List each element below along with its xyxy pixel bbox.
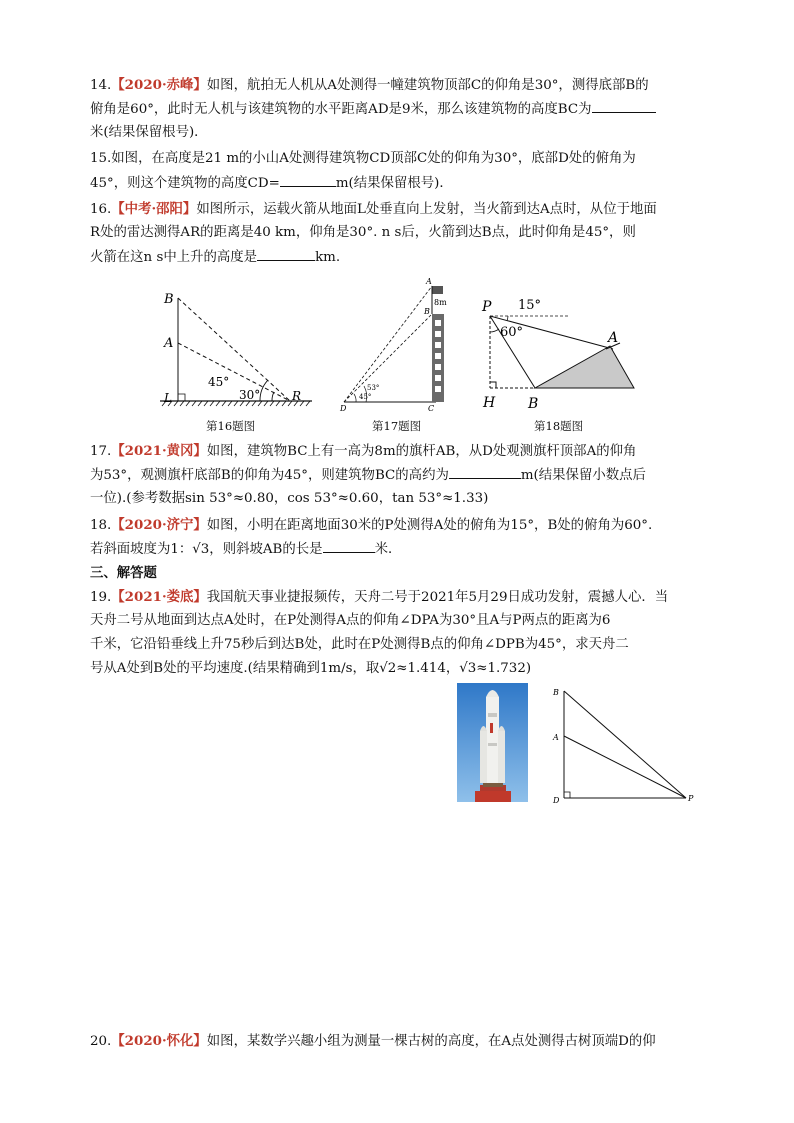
source-tag: 【2021·娄底】 <box>111 589 207 605</box>
fig18-label-H: H <box>483 395 496 411</box>
fig16-label-R: R <box>292 389 302 403</box>
answer-blank[interactable] <box>280 174 336 187</box>
fig17-label-D: D <box>340 404 347 413</box>
fig18-label-P: P <box>482 299 492 315</box>
q17-line-1: 17.【2021·黄冈】如图，建筑物BC上有一高为8m的旗杆AB，从D处观测旗杆顶部A的仰角 <box>90 443 637 459</box>
fig17-label-B: B <box>424 307 430 316</box>
fig19-label-D: D <box>553 796 560 805</box>
fig19-line-BP <box>564 691 686 798</box>
fig17-arc-45 <box>354 394 356 402</box>
fig17-window <box>435 320 441 326</box>
fig17-caption: 第17题图 <box>372 419 422 433</box>
fig18-slope <box>535 346 634 388</box>
fig16-ground-hatch <box>162 401 310 406</box>
answer-blank[interactable] <box>449 466 521 479</box>
source-tag: 【2020·赤峰】 <box>111 77 207 93</box>
fig16-angle-30: 30° <box>239 388 261 402</box>
source-tag: 【2021·黄冈】 <box>111 443 207 459</box>
fig18-caption: 第18题图 <box>534 419 584 433</box>
fig19-label-B: B <box>553 688 559 697</box>
q16-line-3: 火箭在这n s中上升的高度是 km. <box>90 250 341 265</box>
q18-line-1: 18.【2020·济宁】如图，小明在距离地面30米的P处测得A处的俯角为15°，B处的俯角为60°. <box>90 517 653 533</box>
fig16-right-angle <box>178 394 185 401</box>
q18-line-2: 若斜面坡度为1：√3，则斜坡AB的长是 米． <box>90 542 402 557</box>
answer-blank[interactable] <box>257 248 315 261</box>
q14-line-2: 俯角是60°，此时无人机与该建筑物的水平距离AD是9米，那么该建筑物的高度BC为 <box>90 100 656 119</box>
q16-line-1: 16.【中考·邵阳】如图所示，运载火箭从地面L处垂直向上发射，当火箭到达A点时，从位于地面 <box>90 201 657 217</box>
source-tag: 【2020·怀化】 <box>111 1033 207 1049</box>
answer-blank[interactable] <box>592 100 656 113</box>
fig18-arc-60 <box>490 329 499 332</box>
fig17-height-label: 8m <box>434 298 447 307</box>
fig17-label-A: A <box>426 277 432 286</box>
fig17-window <box>435 386 441 392</box>
fig19-right-angle <box>564 792 570 798</box>
fig16-line-BR <box>178 298 290 401</box>
fig18-label-B: B <box>528 396 539 412</box>
fig16-label-L: L <box>164 391 172 405</box>
fig17-window <box>435 364 441 370</box>
fig17-label-C: C <box>428 404 435 413</box>
fig16-angle-45: 45° <box>208 375 230 389</box>
q19-line-2: 天舟二号从地面到达点A处时，在P处测得A点的仰角∠DPA为30°且A与P两点的距离为6 <box>90 613 611 628</box>
fig16-label-B: B <box>164 292 174 307</box>
fig17-window <box>435 375 441 381</box>
figure-19 <box>550 686 700 806</box>
q19-line-1: 19.【2021·娄底】我国航天事业捷报频传，天舟二号于2021年5月29日成功发射，震撼人心．当 <box>90 589 669 605</box>
rocket-photo <box>457 683 528 802</box>
fig18-angle-60: 60° <box>500 325 524 340</box>
fig17-line-DA <box>344 286 432 402</box>
fig17-window <box>435 331 441 337</box>
fig17-window <box>435 342 441 348</box>
source-tag: 【2020·济宁】 <box>111 517 207 533</box>
fig18-right-angle <box>490 382 496 388</box>
fig18-arc-15 <box>507 316 508 321</box>
fig16-caption: 第16题图 <box>206 419 256 433</box>
fig16-line-AR <box>178 343 290 401</box>
q15-line-2: 45°，则这个建筑物的高度CD= m(结果保留根号)． <box>90 176 453 191</box>
fig16-arc-30 <box>272 392 274 401</box>
fig17-angle-45: 45° <box>359 393 372 401</box>
fig18-angle-15: 15° <box>518 298 542 313</box>
fig19-line-AP <box>564 736 686 798</box>
source-tag: 【中考·邵阳】 <box>111 201 197 217</box>
q19-line-4: 号从A处到B处的平均速度.(结果精确到1m/s，取√2≈1.414，√3≈1.732) <box>90 661 532 676</box>
q20-line-1: 20.【2020·怀化】如图，某数学兴趣小组为测量一棵古树的高度，在A点处测得古树顶端D的仰 <box>90 1033 656 1049</box>
q16-line-2: R处的雷达测得AR的距离是40 km，仰角是30°. n s后，火箭到达B点，此时仰角是45°，则 <box>90 225 636 240</box>
fig19-label-A: A <box>553 733 559 742</box>
figure-17 <box>340 278 450 414</box>
q19-line-3: 千米，它沿铅垂线上升75秒后到达B处，此时在P处测得B点的仰角∠DPB为45°，求天舟二 <box>90 637 629 652</box>
q15-line-1: 15.如图，在高度是21 m的小山A处测得建筑物CD顶部C处的仰角为30°，底部D处的俯角为 <box>90 151 636 166</box>
section-heading: 三、解答题 <box>90 565 157 581</box>
q17-line-2: 为53°，观测旗杆底部B的仰角为45°，则建筑物BC的高约为 m(结果保留小数点后 <box>90 468 646 483</box>
fig17-window <box>435 353 441 359</box>
fig18-label-A: A <box>608 330 619 346</box>
fig17-line-DB <box>344 314 432 402</box>
fig19-label-P: P <box>688 794 694 803</box>
answer-blank[interactable] <box>323 540 375 553</box>
fig17-angle-53: 53° <box>367 384 380 392</box>
fig16-arc-45 <box>260 380 268 401</box>
figure-16 <box>160 288 320 412</box>
q14-line-3: 米(结果保留根号)． <box>90 125 208 140</box>
q17-line-3: 一位).(参考数据sin 53°≈0.80，cos 53°≈0.60，tan 53°≈1.33) <box>90 491 489 506</box>
fig17-flag <box>432 286 443 294</box>
q14-line-1: 14.【2020·赤峰】如图，航拍无人机从A处测得一幢建筑物顶部C的仰角是30°，测得底部B的 <box>90 77 649 93</box>
fig16-label-A: A <box>164 336 174 351</box>
figure-18 <box>480 294 640 414</box>
